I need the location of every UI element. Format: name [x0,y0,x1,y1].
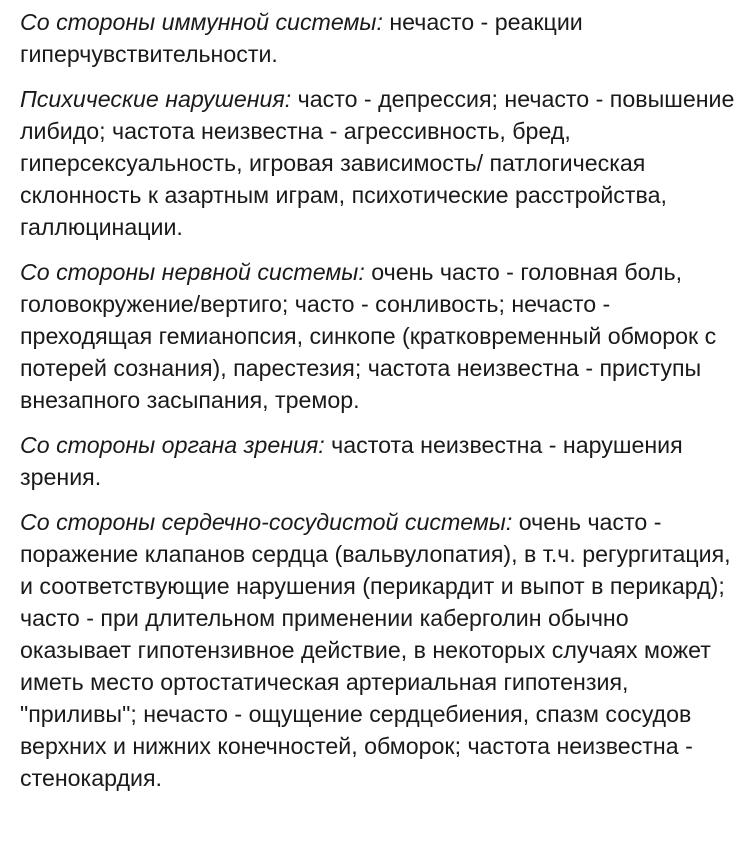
paragraph-immune-system [20,6,736,70]
section-title-nervous: Со стороны нервной системы: [20,259,365,285]
paragraph-nervous-system [20,256,736,416]
section-title-cardiovascular: Со стороны сердечно-сосудистой системы: [20,509,513,535]
section-text-immune: нечасто - реакции гиперчувствительности. [20,9,583,67]
section-text-nervous: очень часто - головная боль, головокружение/вертиго; часто - сонливость; нечасто - преходящая гемианопсия, синкопе (кратковременный обморок с потерей сознания), парестезия; частота неизвестна - приступы внезапного засыпания, тремор. [20,259,717,413]
section-text-vision: частота неизвестна - нарушения зрения. [20,432,683,490]
paragraph-cardiovascular [20,506,736,794]
section-title-immune: Со стороны иммунной системы: [20,9,383,35]
paragraph-vision [20,429,736,493]
section-title-vision: Со стороны органа зрения: [20,432,325,458]
section-title-psychiatric: Психические нарушения: [20,86,292,112]
document-body [20,6,736,807]
paragraph-psychiatric [20,83,736,243]
section-text-cardiovascular: очень часто - поражение клапанов сердца (вальвулопатия), в т.ч. регургитация, и соответствующие нарушения (перикардит и выпот в перикард); часто - при длительном применении каберголин обычно оказывает гипотензивное действие, в некоторых случаях может иметь место ортостатическая артериальная гипотензия, "приливы"; нечасто - ощущение сердцебиения, спазм сосудов верхних и нижних конечностей, обморок; частота неизвестна - стенокардия. [20,509,731,791]
section-text-psychiatric: часто - депрессия; нечасто - повышение либидо; частота неизвестна - агрессивность, бред, гиперсексуальность, игровая зависимость/ патлогическая склонность к азартным играм, психотические расстройства, галлюцинации. [20,86,735,240]
